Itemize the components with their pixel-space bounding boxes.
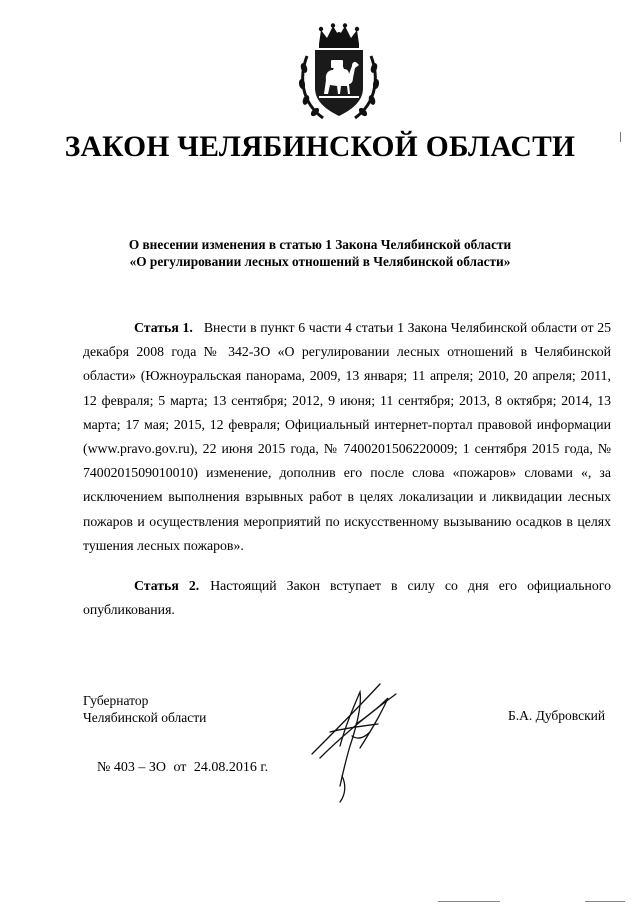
article-2-label: Статья 2. [134,578,200,593]
law-number-line [97,760,272,776]
article-1-label: Статья 1. [134,320,193,335]
law-number: № 403 – ЗО [97,760,166,775]
scan-artifact [438,901,500,902]
document-title: ЗАКОН ЧЕЛЯБИНСКОЙ ОБЛАСТИ [64,131,576,163]
article-2-text: Настоящий Закон вступает в силу со дня его официального опубликования. [83,578,611,618]
article-1 [83,316,611,558]
article-1-text: Внести в пункт 6 части 4 статьи 1 Закона Челябинской области от 25 декабря 2008 года № 342-ЗО «О регулировании лесных отношений в Челябинской области» (Южноуральская панорама, 2009, 13 января; 11 апреля; 2010, 20 апреля; 2011, 12 февраля; 5 марта; 13 сентября; 2012, 9 июня; 11 сентября; 2013, 8 октября; 2014, 13 марта; 17 мая; 2015, 12 февраля; Официальный интернет-портал правовой информации (www.pravo.gov.ru), 22 июня 2015 года, № 7400201506220009; 1 сентября 2015 года, № 7400201509010010) изменение, дополнив его после слова «пожаров» словами «, за исключением выполнения взрывных работ в целях локализации и ликвидации лесных пожаров и осуществления мероприятий по искусственному вызыванию осадков в целях тушения лесных пожаров». [83,320,612,553]
signatory-position [83,692,206,726]
signatory-position-line-1: Губернатор [83,693,149,708]
coat-of-arms-emblem [297,22,381,122]
subtitle-line-2: «О регулировании лесных отношений в Челябинской области» [129,254,511,269]
signatory-name: Б.А. Дубровский [508,708,606,723]
scan-artifact [620,132,621,142]
signatory-position-line-2: Челябинской области [83,710,207,725]
subtitle-line-1: О внесении изменения в статью 1 Закона Челябинской области [128,237,512,252]
scan-artifact [585,901,625,902]
handwritten-signature [300,676,410,806]
law-number-from: от [173,760,187,775]
article-2 [83,574,611,622]
law-date: 24.08.2016 г. [193,760,269,775]
document-subtitle [0,236,640,270]
